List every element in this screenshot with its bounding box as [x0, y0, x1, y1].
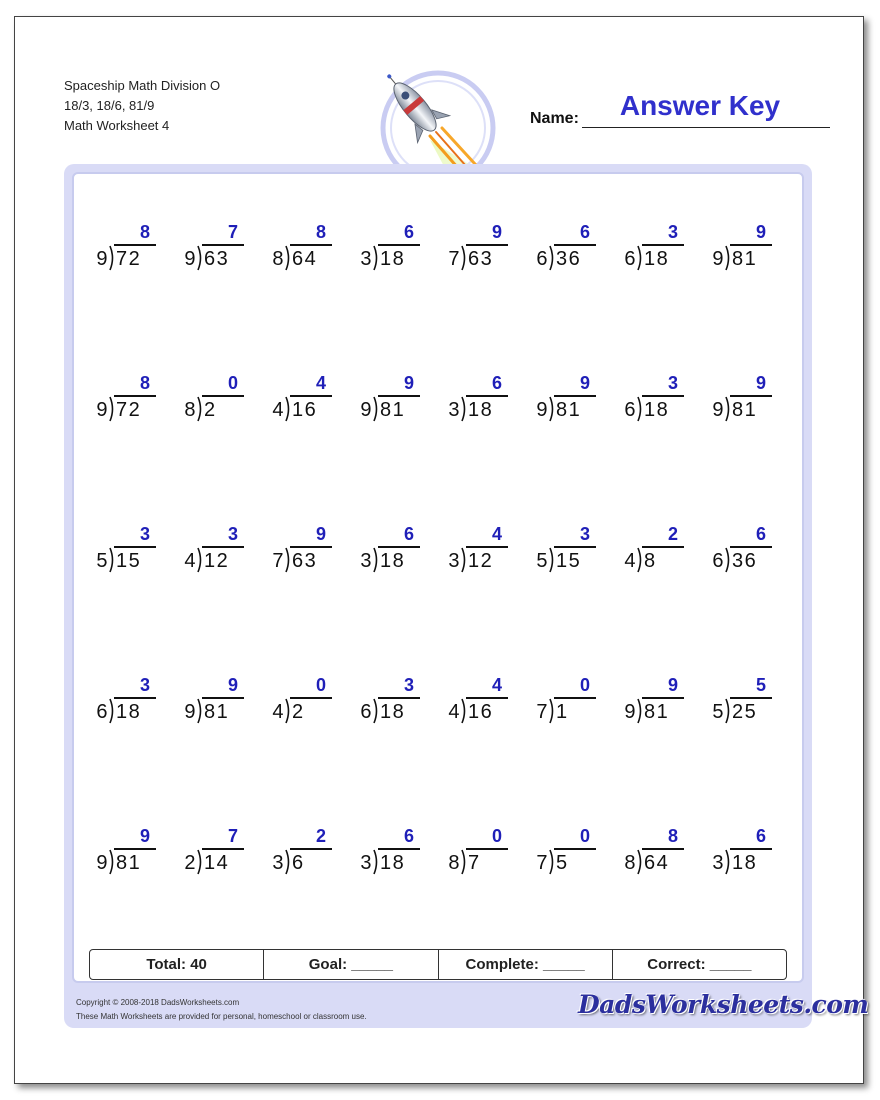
quotient-answer: 2: [667, 524, 678, 544]
vinculum-line: [730, 395, 772, 397]
vinculum-line: [642, 848, 684, 850]
division-bracket: [461, 698, 467, 724]
quotient-answer: 0: [579, 675, 590, 695]
divisor: 8: [448, 852, 460, 874]
divisor: 9: [96, 852, 108, 874]
vinculum-line: [642, 546, 684, 548]
divisor: 8: [272, 248, 284, 270]
division-bracket: [373, 547, 379, 573]
division-bracket: [197, 396, 203, 422]
division-problem: [262, 826, 332, 878]
division-problem: [86, 222, 156, 274]
division-problem: [174, 373, 244, 425]
vinculum-line: [730, 697, 772, 699]
dividend: 81: [732, 399, 758, 421]
divisor: 5: [536, 550, 548, 572]
dividend: 18: [116, 701, 142, 723]
dividend: 14: [204, 852, 230, 874]
divisor: 3: [272, 852, 284, 874]
division-problem: [438, 222, 508, 274]
quotient-answer: 9: [139, 826, 150, 846]
division-bracket: [461, 547, 467, 573]
divisor: 7: [536, 852, 548, 874]
dividend: 7: [468, 852, 481, 874]
division-bracket: [285, 245, 291, 271]
vinculum-line: [642, 697, 684, 699]
divisor: 9: [536, 399, 548, 421]
division-problem: [86, 373, 156, 425]
vinculum-line: [466, 546, 508, 548]
divisor: 6: [536, 248, 548, 270]
quotient-answer: 9: [755, 373, 766, 393]
vinculum-line: [114, 848, 156, 850]
division-problem: [262, 373, 332, 425]
dividend: 36: [732, 550, 758, 572]
vinculum-line: [554, 697, 596, 699]
division-bracket: [109, 245, 115, 271]
divisor: 3: [448, 399, 460, 421]
dadsworksheets-logo[interactable]: DadsWorksheets.com: [578, 990, 869, 1019]
divisor: 7: [536, 701, 548, 723]
quotient-answer: 3: [227, 524, 238, 544]
dividend: 81: [380, 399, 406, 421]
quotient-answer: 9: [403, 373, 414, 393]
divisor: 3: [360, 248, 372, 270]
dividend: 15: [556, 550, 582, 572]
division-problem: [702, 675, 772, 727]
division-bracket: [637, 849, 643, 875]
division-bracket: [637, 245, 643, 271]
division-problem: [86, 675, 156, 727]
quotient-answer: 8: [139, 373, 150, 393]
vinculum-line: [202, 848, 244, 850]
dividend: 81: [644, 701, 670, 723]
division-bracket: [285, 698, 291, 724]
quotient-answer: 7: [227, 222, 238, 242]
division-bracket: [197, 698, 203, 724]
division-bracket: [197, 245, 203, 271]
dividend: 18: [644, 248, 670, 270]
quotient-answer: 6: [755, 826, 766, 846]
division-problem: [614, 373, 684, 425]
quotient-answer: 9: [667, 675, 678, 695]
dividend: 12: [204, 550, 230, 572]
dividend: 18: [380, 550, 406, 572]
quotient-answer: 3: [139, 675, 150, 695]
division-problem: [614, 826, 684, 878]
divisor: 4: [184, 550, 196, 572]
division-problem: [174, 524, 244, 576]
vinculum-line: [114, 697, 156, 699]
vinculum-line: [730, 848, 772, 850]
division-bracket: [285, 849, 291, 875]
dividend: 63: [468, 248, 494, 270]
dividend: 64: [292, 248, 318, 270]
divisor: 9: [184, 701, 196, 723]
dividend: 16: [292, 399, 318, 421]
vinculum-line: [730, 244, 772, 246]
division-bracket: [549, 698, 555, 724]
division-bracket: [109, 547, 115, 573]
vinculum-line: [202, 697, 244, 699]
division-bracket: [549, 245, 555, 271]
dividend: 1: [556, 701, 569, 723]
division-problem: [702, 826, 772, 878]
correct-cell[interactable]: Correct: _____: [612, 950, 786, 979]
quotient-answer: 6: [403, 524, 414, 544]
dividend: 18: [644, 399, 670, 421]
dividend: 72: [116, 399, 142, 421]
vinculum-line: [378, 546, 420, 548]
division-problem: [350, 675, 420, 727]
complete-cell[interactable]: Complete: _____: [438, 950, 612, 979]
quotient-answer: 6: [755, 524, 766, 544]
dividend: 5: [556, 852, 569, 874]
divisor: 9: [96, 399, 108, 421]
divisor: 4: [448, 701, 460, 723]
quotient-answer: 0: [227, 373, 238, 393]
division-bracket: [549, 547, 555, 573]
vinculum-line: [290, 848, 332, 850]
division-problem: [350, 373, 420, 425]
dividend: 8: [644, 550, 657, 572]
vinculum-line: [642, 395, 684, 397]
quotient-answer: 6: [491, 373, 502, 393]
vinculum-line: [114, 244, 156, 246]
division-problem: [262, 675, 332, 727]
divisor: 8: [184, 399, 196, 421]
division-bracket: [725, 245, 731, 271]
division-bracket: [373, 245, 379, 271]
vinculum-line: [554, 546, 596, 548]
quotient-answer: 3: [667, 222, 678, 242]
divisor: 6: [624, 399, 636, 421]
name-label: Name:: [530, 110, 579, 127]
quotient-answer: 6: [579, 222, 590, 242]
division-problem: [614, 222, 684, 274]
vinculum-line: [378, 697, 420, 699]
vinculum-line: [378, 244, 420, 246]
vinculum-line: [378, 395, 420, 397]
vinculum-line: [466, 697, 508, 699]
score-bar: [89, 949, 787, 980]
vinculum-line: [290, 395, 332, 397]
division-problem: [526, 524, 596, 576]
dividend: 81: [732, 248, 758, 270]
divisor: 9: [96, 248, 108, 270]
division-bracket: [197, 547, 203, 573]
vinculum-line: [642, 244, 684, 246]
division-bracket: [725, 396, 731, 422]
division-problem: [438, 826, 508, 878]
divisor: 4: [272, 399, 284, 421]
division-problem: [702, 373, 772, 425]
dividend: 2: [292, 701, 305, 723]
quotient-answer: 8: [667, 826, 678, 846]
dividend: 81: [556, 399, 582, 421]
quotient-answer: 0: [579, 826, 590, 846]
dividend: 18: [380, 852, 406, 874]
dividend: 18: [380, 248, 406, 270]
division-problem: [262, 222, 332, 274]
dividend: 81: [116, 852, 142, 874]
dividend: 36: [556, 248, 582, 270]
division-bracket: [285, 547, 291, 573]
quotient-answer: 4: [491, 675, 502, 695]
division-problem: [86, 524, 156, 576]
divisor: 6: [96, 701, 108, 723]
vinculum-line: [290, 546, 332, 548]
divisor: 6: [624, 248, 636, 270]
worksheet-title: Spaceship Math Division O: [64, 78, 221, 93]
vinculum-line: [202, 546, 244, 548]
division-bracket: [549, 396, 555, 422]
quotient-answer: 9: [755, 222, 766, 242]
divisor: 8: [624, 852, 636, 874]
quotient-answer: 0: [491, 826, 502, 846]
vinculum-line: [114, 395, 156, 397]
division-bracket: [725, 547, 731, 573]
division-bracket: [109, 396, 115, 422]
quotient-answer: 4: [491, 524, 502, 544]
divisor: 9: [624, 701, 636, 723]
vinculum-line: [466, 395, 508, 397]
dividend: 25: [732, 701, 758, 723]
dividend: 2: [204, 399, 217, 421]
division-problem: [438, 524, 508, 576]
vinculum-line: [554, 244, 596, 246]
division-problem: [86, 826, 156, 878]
division-problem: [614, 675, 684, 727]
division-bracket: [109, 698, 115, 724]
quotient-answer: 3: [579, 524, 590, 544]
quotient-answer: 7: [227, 826, 238, 846]
divisor: 5: [96, 550, 108, 572]
division-bracket: [461, 849, 467, 875]
vinculum-line: [378, 848, 420, 850]
vinculum-line: [114, 546, 156, 548]
divisor: 9: [184, 248, 196, 270]
division-problem: [526, 675, 596, 727]
worksheet-number: Math Worksheet 4: [64, 118, 170, 133]
division-problem: [174, 675, 244, 727]
divisor: 6: [360, 701, 372, 723]
divisor: 9: [360, 399, 372, 421]
division-bracket: [373, 849, 379, 875]
worksheet-facts: 18/3, 18/6, 81/9: [64, 98, 155, 113]
quotient-answer: 9: [491, 222, 502, 242]
dividend: 64: [644, 852, 670, 874]
answer-key-heading: Answer Key: [619, 90, 781, 121]
divisor: 6: [712, 550, 724, 572]
quotient-answer: 5: [755, 675, 766, 695]
division-problem: [174, 222, 244, 274]
dividend: 6: [292, 852, 305, 874]
divisor: 3: [360, 852, 372, 874]
divisor: 4: [272, 701, 284, 723]
division-problem: [438, 373, 508, 425]
divisor: 3: [448, 550, 460, 572]
division-problem: [702, 524, 772, 576]
vinculum-line: [202, 395, 244, 397]
copyright-text: Copyright © 2008-2018 DadsWorksheets.com: [76, 998, 240, 1007]
division-bracket: [637, 698, 643, 724]
dividend: 12: [468, 550, 494, 572]
division-problem: [526, 826, 596, 878]
quotient-answer: 3: [667, 373, 678, 393]
division-problem: [350, 826, 420, 878]
divisor: 7: [448, 248, 460, 270]
quotient-answer: 4: [315, 373, 326, 393]
quotient-answer: 8: [139, 222, 150, 242]
division-bracket: [637, 396, 643, 422]
quotient-answer: 9: [227, 675, 238, 695]
quotient-answer: 6: [403, 222, 414, 242]
quotient-answer: 3: [139, 524, 150, 544]
vinculum-line: [730, 546, 772, 548]
quotient-answer: 9: [315, 524, 326, 544]
dividend: 81: [204, 701, 230, 723]
division-bracket: [373, 698, 379, 724]
quotient-answer: 8: [315, 222, 326, 242]
vinculum-line: [290, 244, 332, 246]
division-problem: [174, 826, 244, 878]
usage-notice: These Math Worksheets are provided for personal, homeschool or classroom use.: [76, 1012, 367, 1021]
division-bracket: [109, 849, 115, 875]
divisor: 4: [624, 550, 636, 572]
division-problem: [526, 373, 596, 425]
division-problem: [438, 675, 508, 727]
vinculum-line: [554, 395, 596, 397]
divisor: 3: [360, 550, 372, 572]
quotient-answer: 9: [579, 373, 590, 393]
division-problem: [526, 222, 596, 274]
dividend: 63: [292, 550, 318, 572]
divisor: 7: [272, 550, 284, 572]
vinculum-line: [466, 244, 508, 246]
division-problem: [262, 524, 332, 576]
vinculum-line: [202, 244, 244, 246]
vinculum-line: [554, 848, 596, 850]
divisor: 9: [712, 399, 724, 421]
quotient-answer: 2: [315, 826, 326, 846]
division-problem: [614, 524, 684, 576]
division-bracket: [725, 849, 731, 875]
vinculum-line: [466, 848, 508, 850]
quotient-answer: 6: [403, 826, 414, 846]
division-bracket: [637, 547, 643, 573]
division-problem: [350, 524, 420, 576]
division-bracket: [373, 396, 379, 422]
dividend: 18: [732, 852, 758, 874]
division-bracket: [549, 849, 555, 875]
name-field[interactable]: [582, 127, 830, 128]
division-bracket: [285, 396, 291, 422]
divisor: 5: [712, 701, 724, 723]
vinculum-line: [290, 697, 332, 699]
dividend: 16: [468, 701, 494, 723]
dividend: 63: [204, 248, 230, 270]
divisor: 3: [712, 852, 724, 874]
division-bracket: [725, 698, 731, 724]
total-cell: Total: 40: [146, 956, 207, 973]
quotient-answer: 0: [315, 675, 326, 695]
division-bracket: [461, 396, 467, 422]
dividend: 15: [116, 550, 142, 572]
goal-cell[interactable]: Goal: _____: [263, 950, 437, 979]
division-problem: [350, 222, 420, 274]
quotient-answer: 3: [403, 675, 414, 695]
division-bracket: [461, 245, 467, 271]
dividend: 18: [380, 701, 406, 723]
division-bracket: [197, 849, 203, 875]
dividend: 72: [116, 248, 142, 270]
division-problem: [702, 222, 772, 274]
divisor: 9: [712, 248, 724, 270]
divisor: 2: [184, 852, 196, 874]
dividend: 18: [468, 399, 494, 421]
